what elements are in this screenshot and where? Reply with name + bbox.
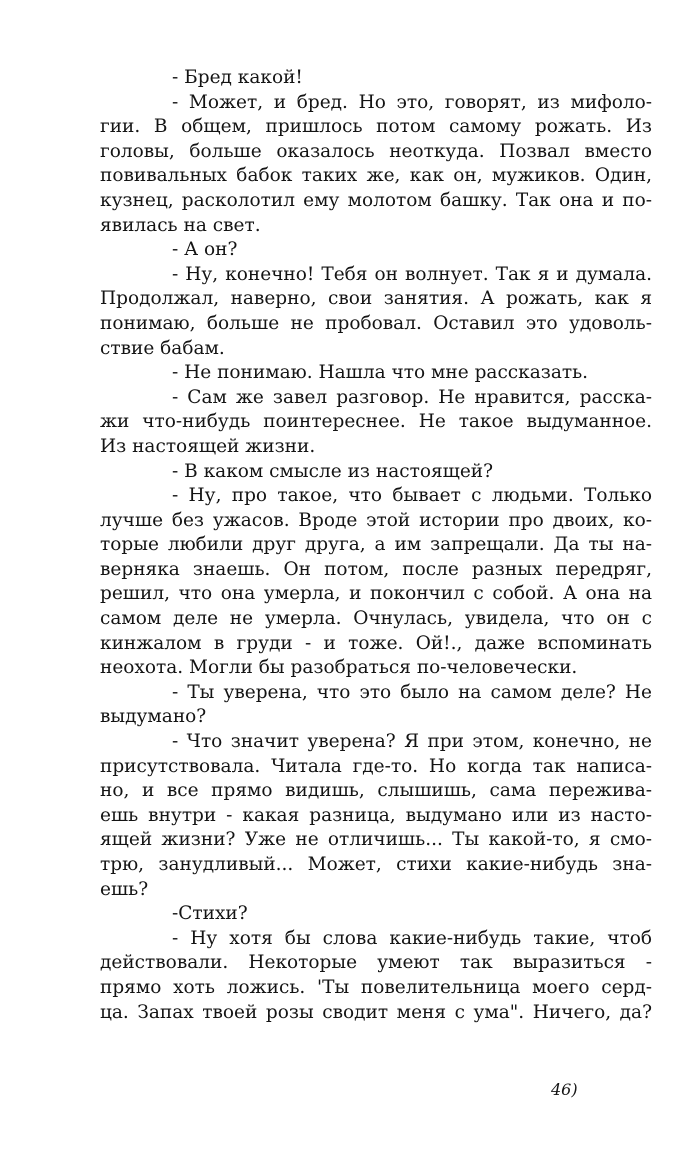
page-number: 46) (551, 1080, 578, 1099)
text-line: головы, больше оказалось неоткуда. Позвал вместо (100, 140, 652, 162)
text-line: - Ну, конечно! Тебя он волнует. Так я и думала. (172, 263, 652, 285)
text-line: - Может, и бред. Но это, говорят, из мифоло- (172, 91, 652, 113)
paragraph (100, 484, 652, 681)
text-line: решил, что она умерла, и покончил с собой. А она на (100, 583, 652, 605)
paragraph (100, 66, 652, 91)
paragraph (100, 681, 652, 730)
text-line: ца. Запах твоей розы сводит меня с ума". Ничего, да? (100, 1001, 652, 1023)
text-line: явилась на свет. (100, 214, 261, 236)
paragraph (100, 263, 652, 361)
text-line: кузнец, расколотил ему молотом башку. Так она и по- (100, 189, 652, 211)
text-line: Из настоящей жизни. (100, 435, 316, 457)
paragraph (100, 902, 652, 927)
text-line: выдумано? (100, 706, 207, 728)
text-line: но, и все прямо видишь, слышишь, сама пережива- (100, 780, 652, 802)
text-line: действовали. Некоторые умеют так выразиться - (100, 952, 652, 974)
text-line: неохота. Могли бы разобраться по-человечески. (100, 657, 578, 679)
paragraph (100, 460, 652, 485)
text-line: Продолжал, наверно, свои занятия. А рожать, как я (100, 288, 652, 310)
text-line: лучше без ужасов. Вроде этой истории про двоих, ко- (100, 509, 652, 531)
text-line: понимаю, больше не пробовал. Оставил это удоволь- (100, 312, 652, 334)
text-line: - Ну хотя бы слова какие-нибудь такие, чтоб (172, 927, 652, 949)
paragraph (100, 730, 652, 902)
text-line: верняка знаешь. Он потом, после разных передряг, (100, 558, 652, 580)
text-line: жи что-нибудь поинтереснее. Не такое выдуманное. (100, 411, 652, 433)
text-line: повивальных бабок таких же, как он, мужиков. Один, (100, 165, 652, 187)
text-line: кинжалом в груди - и тоже. Ой!., даже вспоминать (100, 632, 652, 654)
text-line: самом деле не умерла. Очнулась, увидела, что он с (100, 608, 652, 630)
text-line: ешь? (100, 878, 149, 900)
page-body (100, 66, 652, 1025)
text-line: - Что значит уверена? Я при этом, конечно, не (172, 731, 652, 753)
text-line: - Бред какой! (172, 67, 303, 88)
text-line: - В каком смысле из настоящей? (172, 460, 494, 482)
text-line: - Ты уверена, что это было на самом деле? Не (172, 681, 652, 703)
text-line: ешь внутри - какая разница, выдумано или из насто- (100, 804, 652, 826)
text-line: - Не понимаю. Нашла что мне рассказать. (172, 362, 589, 384)
text-line: - Ну, про такое, что бывает с людьми. Только (172, 485, 652, 507)
text-line: торые любили друг друга, а им запрещали. Да ты на- (100, 534, 652, 556)
text-line: гии. В общем, пришлось потом самому рожать. Из (100, 116, 652, 138)
text-line: ствие бабам. (100, 337, 225, 359)
paragraph (100, 386, 652, 460)
text-line: ящей жизни? Уже не отличишь... Ты какой-то, я смо- (100, 829, 652, 851)
paragraph (100, 361, 652, 386)
text-line: присутствовала. Читала где-то. Но когда так написа- (100, 755, 652, 777)
paragraph (100, 927, 652, 1025)
text-line: прямо хоть ложись. 'Ты повелительница моего серд- (100, 976, 652, 998)
paragraph (100, 238, 652, 263)
text-line: трю, занудливый... Может, стихи какие-нибудь зна- (100, 854, 652, 875)
text-line: - Сам же завел разговор. Не нравится, расска- (172, 386, 652, 408)
text-line: - А он? (172, 239, 238, 261)
paragraph (100, 91, 652, 239)
text-line: -Стихи? (172, 903, 248, 925)
